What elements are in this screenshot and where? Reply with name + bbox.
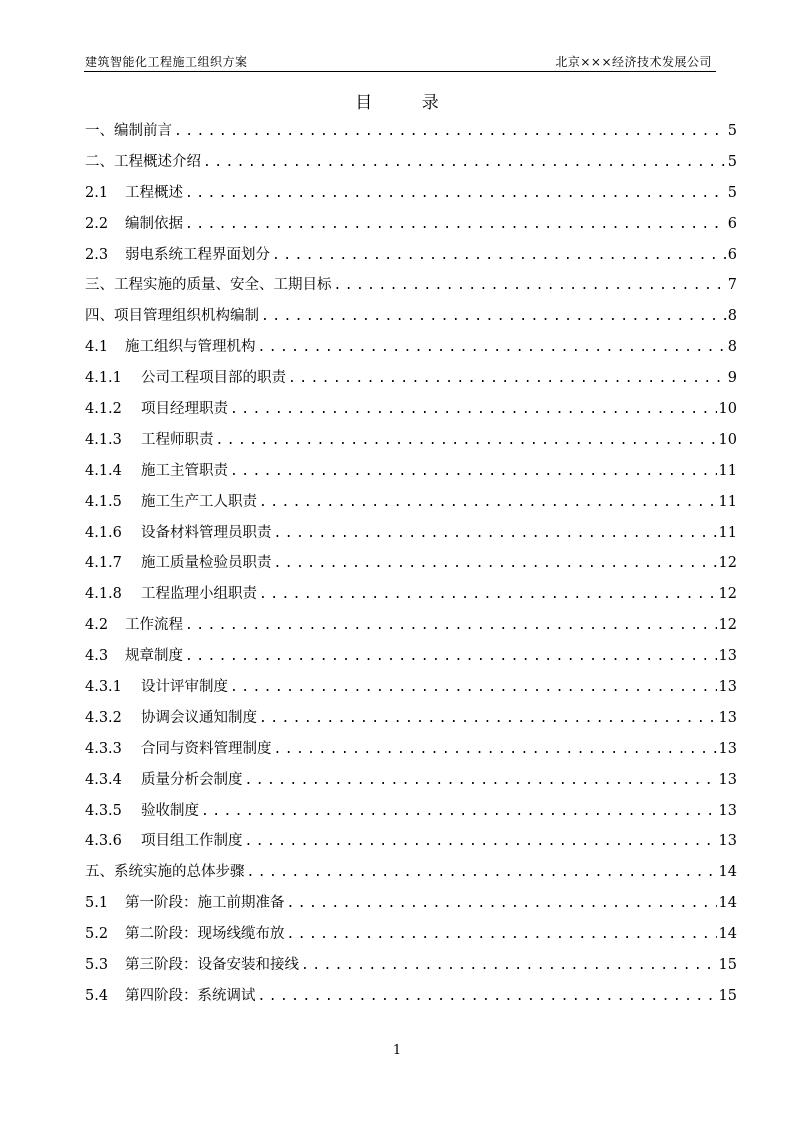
toc-entry[interactable]	[85, 335, 737, 366]
toc-entry[interactable]	[85, 551, 737, 582]
toc-entry-label: 编制依据	[125, 215, 183, 232]
toc-entry-label: 工程师职责	[141, 431, 214, 448]
toc-entry[interactable]	[85, 860, 737, 891]
toc-entry[interactable]	[85, 984, 737, 1015]
toc-entry-page: 13	[718, 833, 737, 850]
toc-entry-number: 4.2	[85, 617, 109, 634]
toc-entry-number: 4.1.6	[85, 524, 122, 541]
toc-entry-page: 10	[718, 431, 737, 448]
toc-entry-number: 二、	[85, 153, 114, 170]
toc-entry-label: 工作流程	[125, 617, 183, 634]
toc-entry-number: 4.3.1	[85, 679, 122, 696]
toc-leader-dots	[261, 309, 726, 324]
toc-entry[interactable]	[85, 706, 737, 737]
toc-leader-dots	[216, 433, 717, 448]
toc-entry-number: 5.4	[85, 987, 109, 1004]
toc-entry[interactable]	[85, 675, 737, 706]
toc-entry-page: 12	[718, 617, 737, 634]
toc-entry-number: 一、	[85, 123, 114, 139]
toc-leader-dots	[230, 402, 717, 417]
toc-leader-dots	[258, 340, 726, 355]
toc-entry-label: 系统实施的总体步骤	[114, 864, 245, 881]
toc-title: 目 录	[355, 93, 461, 113]
toc-entry-label: 编制前言	[114, 123, 172, 139]
toc-leader-dots	[288, 371, 726, 386]
toc-entry-label: 验收制度	[141, 802, 199, 819]
toc-entry-label: 第一阶段：施工前期准备	[125, 895, 285, 912]
header-document-title: 建筑智能化工程施工组织方案	[85, 55, 248, 69]
toc-leader-dots	[185, 618, 717, 633]
toc-leader-dots	[185, 649, 717, 664]
toc-entry-label: 合同与资料管理制度	[141, 740, 272, 757]
toc-entry-number: 4.3.2	[85, 709, 122, 726]
toc-entry-number: 2.1	[85, 184, 109, 201]
toc-entry-number: 4.1.1	[85, 370, 122, 387]
toc-entry-page: 8	[727, 308, 737, 325]
toc-entry-number: 4.1.4	[85, 462, 122, 479]
toc-leader-dots	[185, 186, 726, 201]
toc-entry-page: 11	[718, 524, 737, 541]
toc-entry-label: 工程概述介绍	[114, 153, 201, 170]
toc-entry-label: 项目管理组织机构编制	[114, 308, 259, 325]
toc-entry-label: 项目经理职责	[141, 401, 228, 418]
toc-entry-page: 5	[727, 184, 737, 201]
toc-entry[interactable]	[85, 366, 737, 397]
toc-entry-page: 8	[727, 339, 737, 356]
toc-entry-number: 4.1	[85, 339, 109, 356]
toc-entry[interactable]	[85, 922, 737, 953]
toc-entry-page: 14	[718, 864, 737, 881]
toc-entry[interactable]	[85, 799, 737, 830]
toc-leader-dots	[230, 680, 717, 695]
header-rule	[84, 71, 716, 72]
toc-entry-number: 五、	[85, 864, 114, 881]
toc-entry-page: 5	[727, 153, 737, 170]
toc-entry-label: 协调会议通知制度	[141, 709, 257, 726]
toc-entry-number: 4.3	[85, 648, 109, 665]
toc-entry-page: 13	[718, 709, 737, 726]
toc-entry-number: 5.2	[85, 926, 109, 943]
page-number: 1	[392, 1043, 402, 1058]
toc-leader-dots	[274, 556, 717, 571]
toc-entry[interactable]	[85, 459, 737, 490]
toc-entry-label: 施工组织与管理机构	[125, 339, 256, 356]
toc-entry[interactable]	[85, 737, 737, 768]
toc-entry-label: 第三阶段：设备安装和接线	[125, 957, 299, 974]
toc-entry[interactable]	[85, 150, 737, 181]
toc-entry[interactable]	[85, 397, 737, 428]
toc-entry[interactable]	[85, 490, 737, 521]
toc-leader-dots	[185, 217, 726, 232]
toc-leader-dots	[245, 834, 717, 849]
toc-entry-page: 7	[727, 277, 737, 294]
toc-leader-dots	[274, 526, 717, 541]
header-company-name: 北京×××经济技术发展公司	[555, 55, 712, 69]
toc-entry-page: 14	[718, 895, 737, 912]
toc-entry[interactable]	[85, 891, 737, 922]
toc-entry-page: 11	[718, 462, 737, 479]
toc-entry-label: 弱电系统工程界面划分	[125, 246, 270, 263]
toc-leader-dots	[334, 278, 726, 293]
toc-leader-dots	[247, 865, 717, 880]
toc-entry-label: 项目组工作制度	[141, 833, 243, 850]
toc-entry-page: 14	[718, 926, 737, 943]
toc-entry-label: 工程实施的质量、安全、工期目标	[114, 277, 332, 294]
toc-leader-dots	[272, 248, 726, 263]
toc-leader-dots	[201, 804, 717, 819]
toc-leader-dots	[274, 742, 717, 757]
toc-leader-dots	[287, 927, 717, 942]
toc-leader-dots	[258, 989, 717, 1004]
toc-entry-number: 4.1.3	[85, 431, 122, 448]
toc-entry-label: 工程概述	[125, 184, 183, 201]
toc-entry-label: 公司工程项目部的职责	[141, 370, 286, 387]
toc-entry-label: 施工质量检验员职责	[141, 555, 272, 572]
toc-leader-dots	[301, 958, 717, 973]
toc-entry-page: 9	[727, 370, 737, 387]
toc-entry-label: 第二阶段：现场线缆布放	[125, 926, 285, 943]
toc-entry[interactable]	[85, 768, 737, 799]
toc-entry[interactable]	[85, 273, 737, 304]
toc-entry-number: 四、	[85, 308, 114, 325]
toc-entry-number: 4.3.5	[85, 802, 122, 819]
toc-entry-page: 15	[718, 957, 737, 974]
toc-entry-page: 13	[718, 679, 737, 696]
toc-entry-page: 13	[718, 648, 737, 665]
toc-entry[interactable]	[85, 243, 737, 274]
toc-entry[interactable]	[85, 119, 737, 150]
toc-entry-label: 施工主管职责	[141, 462, 228, 479]
toc-entry-page: 12	[718, 586, 737, 603]
toc-entry[interactable]	[85, 181, 737, 212]
toc-entry[interactable]	[85, 613, 737, 644]
toc-entry-page: 11	[718, 493, 737, 510]
toc-entry-label: 规章制度	[125, 648, 183, 665]
toc-entry-number: 4.3.6	[85, 833, 122, 850]
toc-entry[interactable]	[85, 521, 737, 552]
toc-entry[interactable]	[85, 304, 737, 335]
toc-entry-page: 15	[718, 987, 737, 1004]
toc-entry[interactable]	[85, 953, 737, 984]
toc-leader-dots	[203, 155, 726, 170]
toc-entry[interactable]	[85, 829, 737, 860]
toc-leader-dots	[259, 495, 717, 510]
toc-entry-number: 4.1.5	[85, 493, 122, 510]
toc-entry-page: 13	[718, 802, 737, 819]
toc-entry-number: 4.1.7	[85, 555, 122, 572]
toc-leader-dots	[230, 464, 717, 479]
table-of-contents	[85, 119, 737, 1015]
toc-entry-number: 2.3	[85, 246, 109, 263]
toc-entry-number: 三、	[85, 277, 114, 294]
toc-entry-label: 施工生产工人职责	[141, 493, 257, 510]
toc-entry-page: 6	[727, 246, 737, 263]
toc-leader-dots	[259, 711, 717, 726]
toc-entry-number: 4.3.3	[85, 740, 122, 757]
toc-entry-number: 5.1	[85, 895, 109, 912]
toc-entry-label: 设计评审制度	[141, 679, 228, 696]
toc-entry-page: 10	[718, 401, 737, 418]
toc-entry-page: 6	[727, 215, 737, 232]
toc-entry-label: 设备材料管理员职责	[141, 524, 272, 541]
toc-entry-number: 5.3	[85, 957, 109, 974]
toc-entry-number: 4.3.4	[85, 771, 122, 788]
toc-entry-label: 第四阶段：系统调试	[125, 987, 256, 1004]
toc-leader-dots	[259, 587, 717, 602]
toc-entry-number: 4.1.8	[85, 586, 122, 603]
toc-leader-dots	[174, 124, 726, 139]
toc-entry[interactable]	[85, 428, 737, 459]
toc-entry-label: 质量分析会制度	[141, 771, 243, 788]
toc-entry-page: 5	[727, 123, 737, 139]
toc-entry-number: 4.1.2	[85, 401, 122, 418]
toc-entry[interactable]	[85, 644, 737, 675]
toc-entry-page: 13	[718, 740, 737, 757]
toc-leader-dots	[245, 773, 717, 788]
toc-entry-page: 12	[718, 555, 737, 572]
toc-entry[interactable]	[85, 212, 737, 243]
toc-leader-dots	[287, 896, 717, 911]
toc-entry-number: 2.2	[85, 215, 109, 232]
toc-entry-page: 13	[718, 771, 737, 788]
toc-entry[interactable]	[85, 582, 737, 613]
toc-entry-label: 工程监理小组职责	[141, 586, 257, 603]
